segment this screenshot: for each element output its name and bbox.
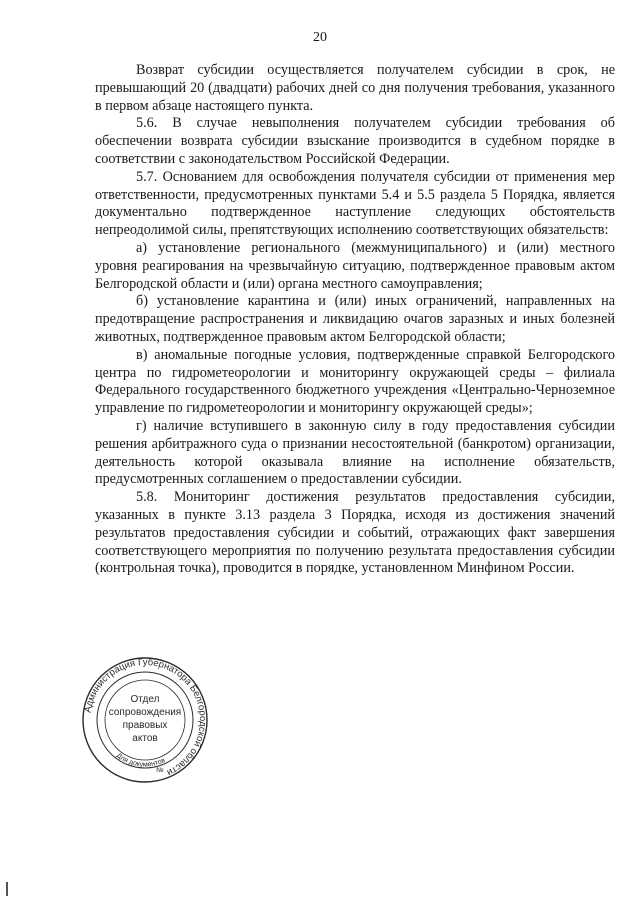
paragraph-5-7-b: б) установление карантина и (или) иных ограничений, направленных на предотвращение распространения и ликвидацию очагов заразных и иных болезней животных, подтвержденное правовым актом Белгородской области; [95, 293, 615, 345]
paragraph-5-7-g: г) наличие вступившего в законную силу в году предоставления субсидии решения арбитражного суда о признании несостоятельной (банкротом) организации, деятельность которой оказывала влияние на исполнение обязательств, предусмотренных соглашением о предоставлении субсидии. [95, 417, 615, 488]
stamp-line-4: актов [132, 733, 158, 744]
paragraph-return-term: Возврат субсидии осуществляется получателем субсидии в срок, не превышающий 20 (двадцати) рабочих дней со дня получения требования, указанного в первом абзаце настоящего пункта. [95, 62, 615, 114]
document-body [95, 62, 615, 578]
stamp-bottom-text: Для документов [114, 752, 167, 769]
stamp-line-1: Отдел [130, 694, 160, 705]
paragraph-5-6: 5.6. В случае невыполнения получателем субсидии требования об обеспечении возврата субсидии взыскание производится в судебном порядке в соответствии с законодательством Российской Федерации. [95, 115, 615, 167]
official-stamp [80, 655, 210, 785]
stamp-outer-text: Администрация Губернатора Белгородской области [82, 656, 209, 779]
stamp-number-sign: № [156, 767, 164, 774]
paragraph-5-7-a: а) установление регионального (межмуниципального) и (или) местного уровня реагирования на чрезвычайную ситуацию, подтвержденное правовым актом Белгородской области и (или) органа местного самоуправления; [95, 239, 615, 292]
paragraph-5-8: 5.8. Мониторинг достижения результатов предоставления субсидии, указанных в пункте 3.13 раздела 3 Порядка, исходя из достижения значений результатов предоставления субсидии и событий, отражающих факт завершения соответствующего мероприятия по получению результата предоставления субсидии (контрольная точка), проводится в порядке, установленном Минфином России. [95, 489, 615, 577]
margin-mark [6, 882, 8, 896]
stamp-seal-graphic [80, 655, 210, 785]
paragraph-5-7: 5.7. Основанием для освобождения получателя субсидии от применения мер ответственности, предусмотренных пунктами 5.4 и 5.5 раздела 5 Порядка, является документально подтвержденное наступление следующих обстоятельств непреодолимой силы, препятствующих исполнению соответствующих обязательств: [95, 168, 615, 239]
stamp-line-2: сопровождения [108, 707, 182, 718]
stamp-line-3: правовых [122, 720, 168, 731]
page-number: 20 [313, 30, 327, 45]
paragraph-5-7-v: в) аномальные погодные условия, подтвержденные справкой Белгородского центра по гидрометеорологии и мониторингу окружающей среды – филиала Федерального государственного бюджетного учреждения «Центрально-Черноземное управление по гидрометеорологии и мониторингу окружающей среды»; [95, 346, 615, 417]
